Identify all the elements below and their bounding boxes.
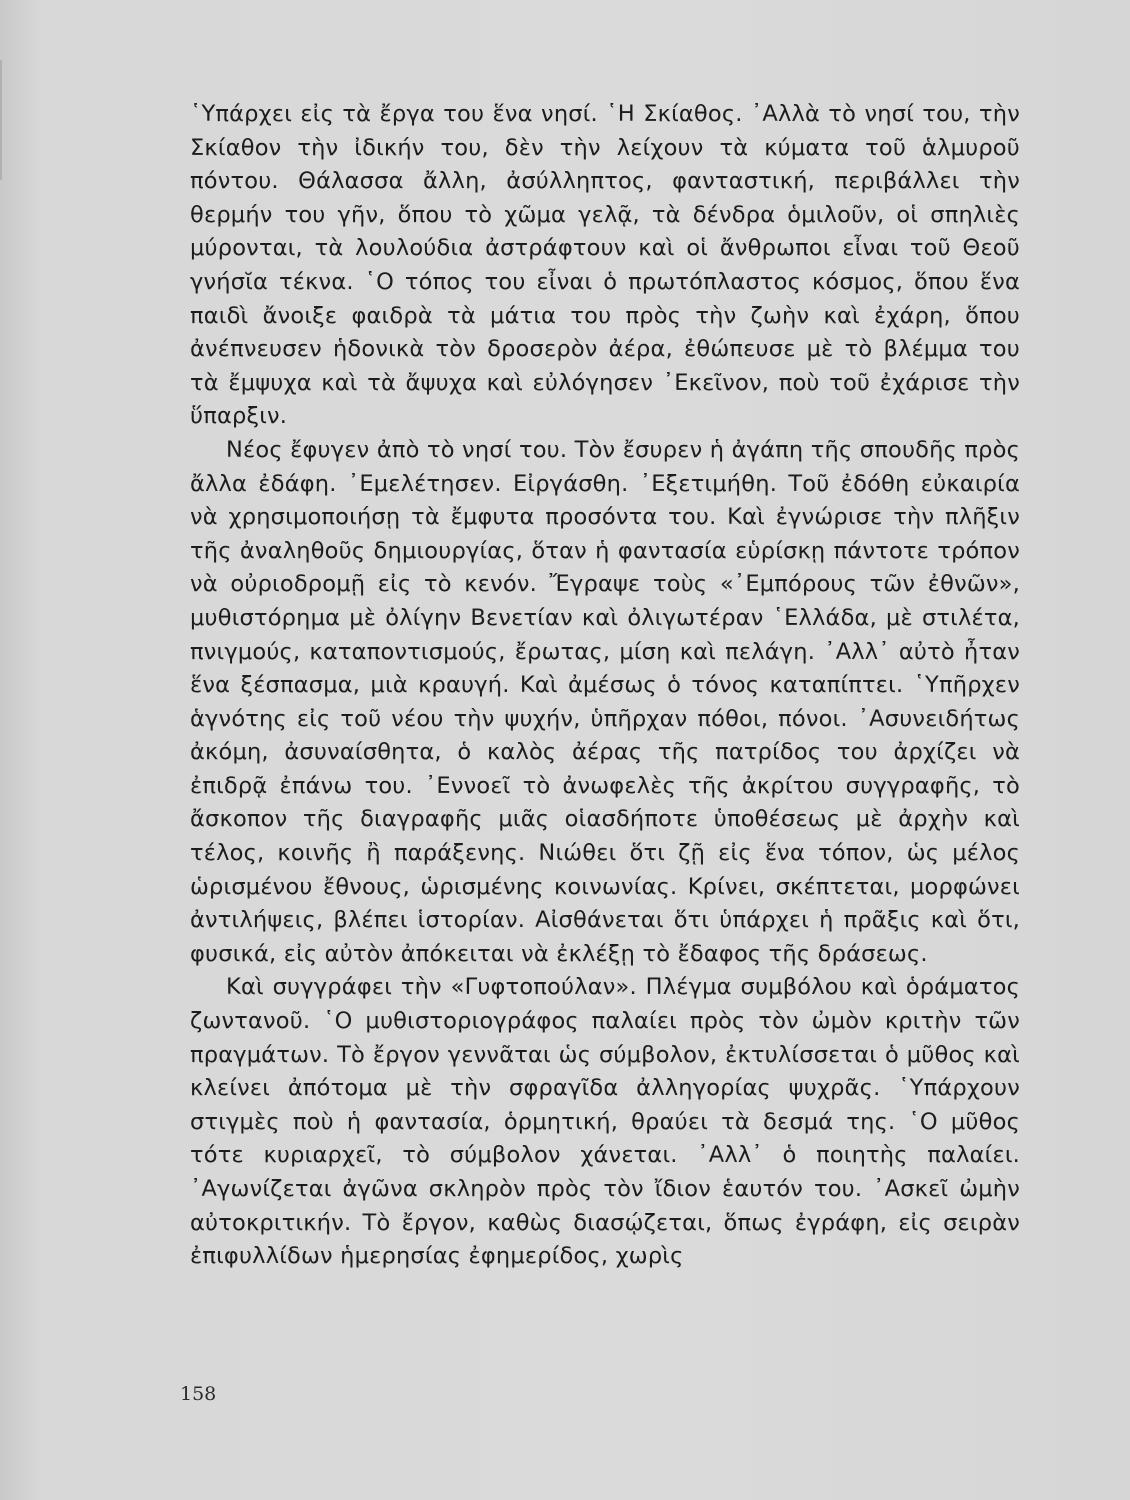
body-text bbox=[190, 98, 1020, 1274]
page-edge-marks bbox=[0, 60, 32, 180]
paragraph-3: Καὶ συγγράφει τὴν «Γυφτοπούλαν». Πλέγμα συμβόλου καὶ ὁράματος ζωντανοῦ. ῾Ο μυθιστοριογράφος παλαίει πρὸς τὸν ὠμὸν κριτὴν τῶν πραγμάτων. Τὸ ἔργον γεννᾶται ὡς σύμβολον, ἐκτυλίσσεται ὁ μῦθος καὶ κλείνει ἀπότομα μὲ τὴν σφραγῖδα ἀλληγορίας ψυχρᾶς. ῾Υπάρχουν στιγμὲς ποὺ ἡ φαντασία, ὁρμητική, θραύει τὰ δεσμά της. ῾Ο μῦθος τότε κυριαρχεῖ, τὸ σύμβολον χάνεται. ᾿Αλλ᾿ ὁ ποιητὴς παλαίει. ᾿Αγωνίζεται ἀγῶνα σκληρὸν πρὸς τὸν ἴδιον ἑαυτόν του. ᾿Ασκεῖ ὠμὴν αὐτοκριτικήν. Τὸ ἔργον, καθὼς διασῴζεται, ὅπως ἐγράφη, εἰς σειρὰν ἐπιφυλλίδων ἡμερησίας ἐφημερίδος, χωρὶς bbox=[190, 974, 1020, 1270]
paragraph-1: ῾Υπάρχει εἰς τὰ ἔργα του ἕνα νησί. ῾Η Σκίαθος. ᾿Αλλὰ τὸ νησί του, τὴν Σκίαθον τὴν ἰδικήν του, δὲν τὴν λείχουν τὰ κύματα τοῦ ἁλμυροῦ πόντου. Θάλασσα ἄλλη, ἀσύλληπτος, φανταστική, περιβάλλει τὴν θερμήν του γῆν, ὅπου τὸ χῶμα γελᾷ, τὰ δένδρα ὁμιλοῦν, οἱ σπηλιὲς μύρονται, τὰ λουλούδια ἀστράφτουν καὶ οἱ ἄνθρωποι εἶναι τοῦ Θεοῦ γνήσῐα τέκνα. ῾Ο τόπος του εἶναι ὁ πρωτόπλαστος κόσμος, ὅπου ἕνα παιδὶ ἄνοιξε φαιδρὰ τὰ μάτια του πρὸς τὴν ζωὴν καὶ ἐχάρη, ὅπου ἀνέπνευσεν ἡδονικὰ τὸν δροσερὸν ἀέρα, ἐθώπευσε μὲ τὸ βλέμμα του τὰ ἔμψυχα καὶ τὰ ἄψυχα καὶ εὐλόγησεν ᾿Εκεῖνον, ποὺ τοῦ ἐχάρισε τὴν ὕπαρξιν. bbox=[190, 101, 1020, 430]
page-number: 158 bbox=[180, 1383, 217, 1405]
paragraph-2: Νέος ἔφυγεν ἀπὸ τὸ νησί του. Τὸν ἔσυρεν ἡ ἀγάπη τῆς σπουδῆς πρὸς ἄλλα ἐδάφη. ᾿Εμελέτησεν. Εἰργάσθη. ᾿Εξετιμήθη. Τοῦ ἐδόθη εὐκαιρία νὰ χρησιμοποιήσῃ τὰ ἔμφυτα προσόντα του. Καὶ ἐγνώρισε τὴν πλῆξιν τῆς ἀναληθοῦς δημιουργίας, ὅταν ἡ φαντασία εὑρίσκῃ πάντοτε τρόπον νὰ οὐριοδρομῇ εἰς τὸ κενόν. Ἔγραψε τοὺς «᾿Εμπόρους τῶν ἐθνῶν», μυθιστόρημα μὲ ὀλίγην Βενετίαν καὶ ὀλιγωτέραν ῾Ελλάδα, μὲ στιλέτα, πνιγμούς, καταποντισμούς, ἔρωτας, μίση καὶ πελάγη. ᾿Αλλ᾿ αὐτὸ ἦταν ἕνα ξέσπασμα, μιὰ κραυγή. Καὶ ἀμέσως ὁ τόνος καταπίπτει. ῾Υπῆρχεν ἁγνότης εἰς τοῦ νέου τὴν ψυχήν, ὑπῆρχαν πόθοι, πόνοι. ᾿Ασυνειδήτως ἀκόμη, ἀσυναίσθητα, ὁ καλὸς ἀέρας τῆς πατρίδος του ἀρχίζει νὰ ἐπιδρᾷ ἐπάνω του. ᾿Εννοεῖ τὸ ἀνωφελὲς τῆς ἀκρίτου συγγραφῆς, τὸ ἄσκοπον τῆς διαγραφῆς μιᾶς οἱασδήποτε ὑποθέσεως μὲ ἀρχὴν καὶ τέλος, κοινῆς ἢ παράξενης. Νιώθει ὅτι ζῇ εἰς ἕνα τόπον, ὡς μέλος ὡρισμένου ἔθνους, ὡρισμένης κοινωνίας. Κρίνει, σκέπτεται, μορφώνει ἀντιλήψεις, βλέπει ἱστορίαν. Αἰσθάνεται ὅτι ὑπάρχει ἡ πρᾶξις καὶ ὅτι, φυσικά, εἰς αὐτὸν ἀπόκειται νὰ ἐκλέξῃ τὸ ἔδαφος τῆς δράσεως. bbox=[190, 436, 1020, 967]
